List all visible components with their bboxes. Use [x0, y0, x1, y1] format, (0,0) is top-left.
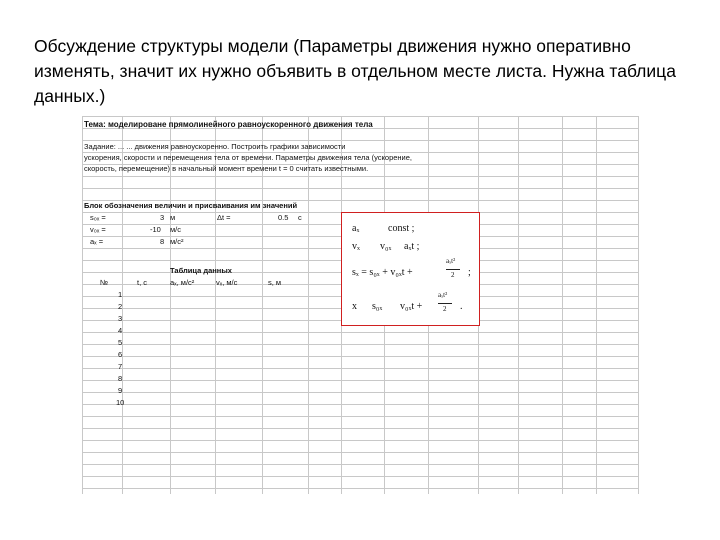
grid-column-line [82, 116, 83, 494]
task-line-2: ускорения, скорости и перемещения тела от времени. Параметры движения тела (ускорение, [84, 153, 412, 162]
grid-row-line [82, 440, 638, 441]
grid-row-line [82, 428, 638, 429]
row-number: 2 [118, 302, 123, 311]
param-dt-value: 0.5 [278, 213, 289, 222]
param-v0-unit: м/с [170, 225, 181, 234]
formula-3-fraction-line [446, 269, 460, 270]
grid-row-line [82, 476, 638, 477]
params-block-title: Блок обозначения величин и присваивания им значений [84, 201, 298, 210]
grid-row-line [82, 380, 638, 381]
col-header-v: vₓ, м/с [216, 278, 238, 287]
grid-row-line [82, 140, 638, 141]
formula-2-left: vₓ [352, 241, 360, 252]
task-line-3: скорость, перемещение) в начальный момент времени t = 0 считать известными. [84, 164, 369, 173]
row-number: 10 [116, 398, 125, 407]
formula-4-denominator: 2 [443, 305, 447, 313]
param-a-name: aₓ = [90, 237, 104, 246]
grid-row-line [82, 488, 638, 489]
spreadsheet [82, 116, 638, 494]
formula-4-end: . [460, 301, 463, 312]
grid-column-line [518, 116, 519, 494]
grid-row-line [82, 452, 638, 453]
param-s0-unit: м [170, 213, 176, 222]
formula-1-right: const ; [388, 223, 415, 234]
topic-title: Тема: моделироване прямолинейного равноускоренного движения тела [84, 120, 373, 129]
grid-column-line [638, 116, 639, 494]
formula-2-mid: v₀ₓ [380, 241, 392, 252]
grid-row-line [82, 344, 638, 345]
param-v0-name: v₀ₓ = [90, 225, 106, 234]
grid-row-line [82, 356, 638, 357]
grid-row-line [82, 176, 638, 177]
slide-heading: Обсуждение структуры модели (Параметры движения нужно оперативно изменять, значит их нужно объявить в отдельном месте листа. Нужна таблица данных.) [34, 36, 676, 106]
grid-row-line [82, 116, 638, 117]
formulas-box [341, 212, 480, 326]
param-dt-unit: с [298, 213, 302, 222]
col-header-s: s, м [268, 278, 282, 287]
formula-3-left: sₓ = s₀ₓ + v₀ₓt + [352, 267, 413, 278]
formula-2-right: aₓt ; [404, 241, 420, 252]
param-s0-value: 3 [160, 213, 165, 222]
row-number: 5 [118, 338, 123, 347]
row-number: 8 [118, 374, 123, 383]
formula-4-fraction-line [438, 303, 452, 304]
grid-row-line [82, 188, 638, 189]
grid-row-line [82, 416, 638, 417]
grid-row-line [82, 368, 638, 369]
param-s0-name: s₀ₓ = [90, 213, 106, 222]
col-header-a: aₓ, м/с² [170, 278, 195, 287]
row-number: 1 [118, 290, 123, 299]
formula-3-numerator: aₓt² [446, 257, 456, 265]
row-number: 3 [118, 314, 123, 323]
grid-row-line [82, 464, 638, 465]
formula-1-left: aₓ [352, 223, 360, 234]
grid-column-line [562, 116, 563, 494]
param-dt-name: Δt = [217, 213, 231, 222]
col-header-n: № [100, 278, 109, 287]
param-v0-value: -10 [150, 225, 161, 234]
row-number: 7 [118, 362, 123, 371]
grid-row-line [82, 404, 638, 405]
formula-4-mid: s₀ₓ [372, 301, 383, 312]
row-number: 9 [118, 386, 123, 395]
formula-4-right: v₀ₓt + [400, 301, 423, 312]
grid-column-line [596, 116, 597, 494]
formula-3-denominator: 2 [451, 271, 455, 279]
row-number: 6 [118, 350, 123, 359]
param-a-unit: м/с² [170, 237, 184, 246]
grid-row-line [82, 392, 638, 393]
formula-4-numerator: aₓt² [438, 291, 448, 299]
grid-row-line [82, 332, 638, 333]
col-header-t: t, с [137, 278, 148, 287]
formula-3-end: ; [468, 267, 471, 278]
row-number: 4 [118, 326, 123, 335]
data-table-title: Таблица данных [170, 266, 232, 275]
task-line-1: Задание: ... ... движения равноускоренно. Построить графики зависимости [84, 142, 346, 151]
param-a-value: 8 [160, 237, 165, 246]
formula-4-left: x [352, 301, 357, 312]
